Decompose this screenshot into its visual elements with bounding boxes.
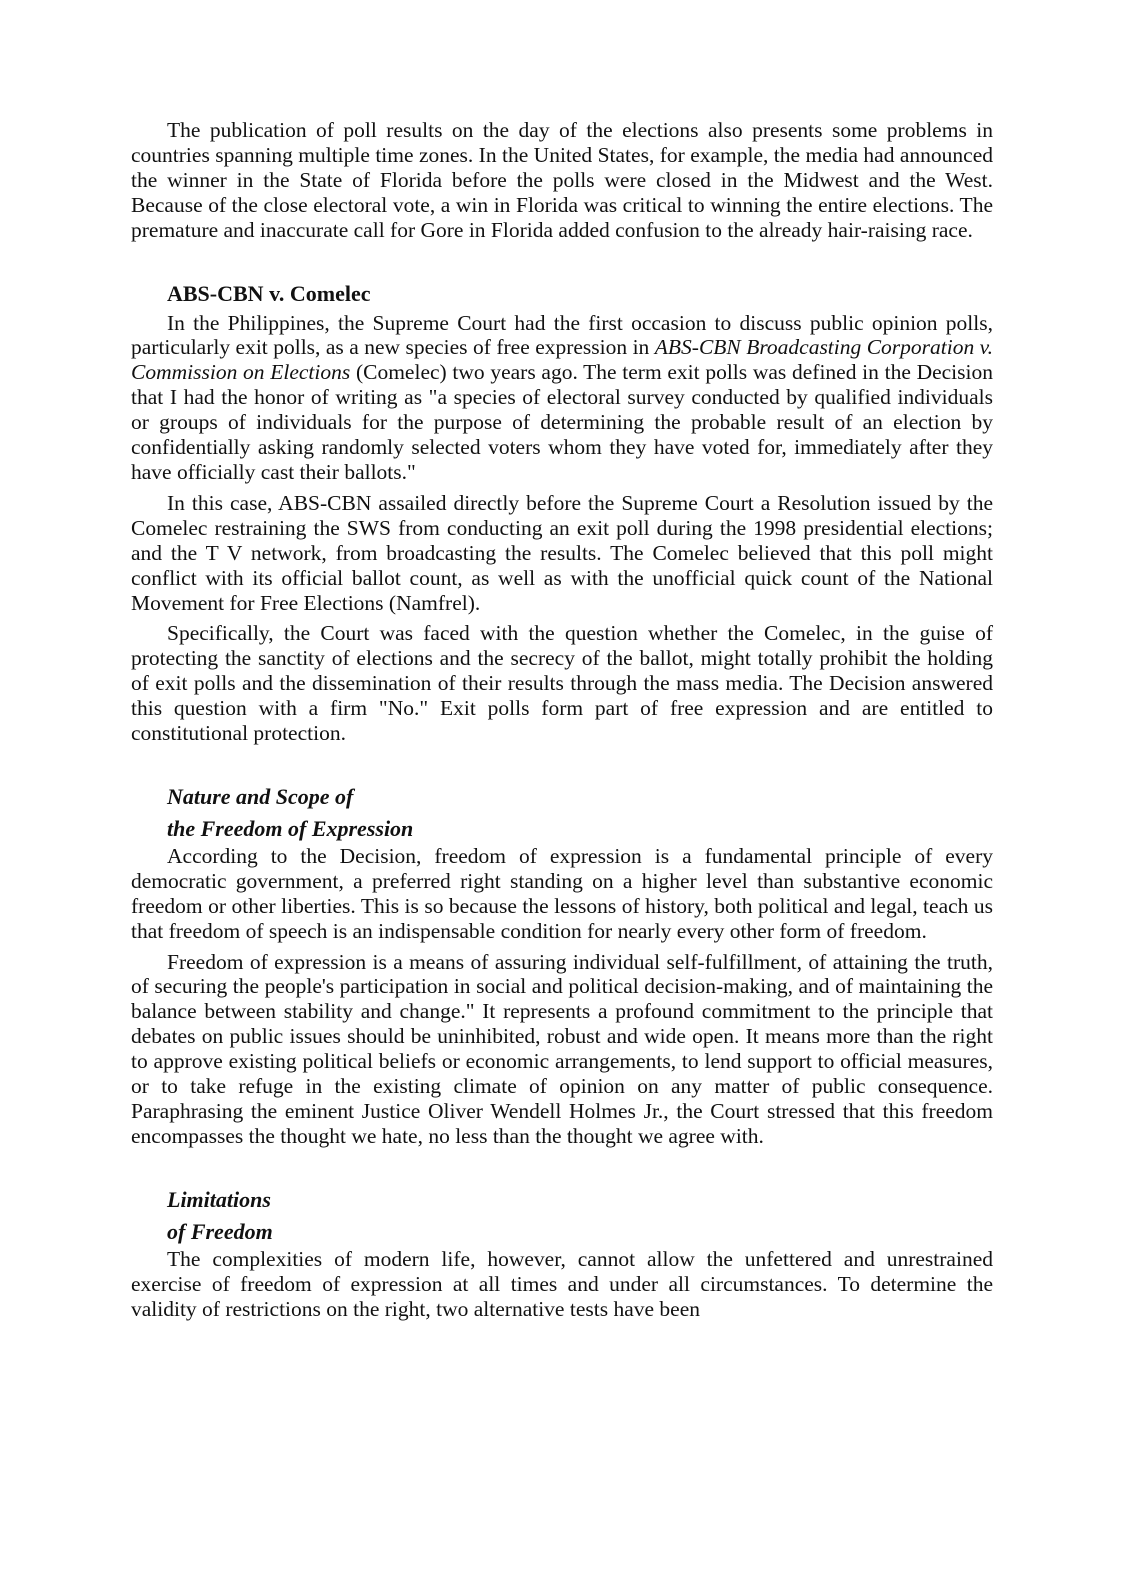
paragraph-text-segment: In the Philippines, the Supreme Court had the first occasion to discuss public opinion polls, particularly exit polls, as a new species of free expression in [131, 310, 993, 360]
paragraph-complexities: The complexities of modern life, however, cannot allow the unfettered and unrestrained exercise of freedom of expression at all times and under all circumstances. To determine the validity of restrictions on the right, two alternative tests have been [131, 1246, 993, 1321]
paragraph-poll-publication: The publication of poll results on the day of the elections also presents some problems in countries spanning multiple time zones. In the United States, for example, the media had announced the winner in the State of Florida before the polls were closed in the Midwest and the West. Because of the close electoral vote, a win in Florida was critical to winning the entire elections. The premature and inaccurate call for Gore in Florida added confusion to the already hair-raising race. [131, 118, 993, 242]
heading-nature-scope-line1: Nature and Scope of [167, 783, 354, 809]
paragraph-exit-polls-definition [131, 311, 993, 485]
heading-nature-scope-line2: the Freedom of Expression [167, 815, 414, 841]
paragraph-case-background: In this case, ABS-CBN assailed directly before the Supreme Court a Resolution issued by the Comelec restraining the SWS from conducting an exit poll during the 1998 presidential elections; and the T V network, from broadcasting the results. The Comelec believed that this poll might conflict with its official ballot count, as well as with the unofficial quick count of the National Movement for Free Elections (Namfrel). [131, 490, 993, 615]
heading-abs-cbn-v-comelec: ABS-CBN v. Comelec [167, 280, 371, 306]
heading-limitations-line1: Limitations [167, 1186, 271, 1212]
heading-limitations-line2: of Freedom [167, 1218, 273, 1244]
case-name-italic: ABS-CBN Broadcasting Corporation v. Commission on Elections [131, 335, 993, 385]
paragraph-court-question: Specifically, the Court was faced with the question whether the Comelec, in the guise of protecting the sanctity of elections and the secrecy of the ballot, might totally prohibit the holding of exit polls and the dissemination of their results through the mass media. The Decision answered this question with a firm "No." Exit polls form part of free expression and are entitled to constitutional protection. [131, 621, 993, 746]
paragraph-self-fulfillment: Freedom of expression is a means of assuring individual self-fulfillment, of attaining the truth, of securing the people's participation in social and political decision-making, and of maintaining the balance between stability and change." It represents a profound commitment to the principle that debates on public issues should be uninhibited, robust and wide open. It means more than the right to approve existing political beliefs or economic arrangements, to lend support to official measures, or to take refuge in the existing climate of opinion on any matter of public consequence. Paraphrasing the eminent Justice Oliver Wendell Holmes Jr., the Court stressed that this freedom encompasses the thought we hate, no less than the thought we agree with. [131, 949, 993, 1148]
paragraph-text-segment: (Comelec) two years ago. The term exit polls was defined in the Decision that I had the honor of writing as "a species of electoral survey conducted by qualified individuals or groups of individuals for the purpose of determining the probable result of an election by confidentially asking randomly selected voters whom they have voted for, immediately after they have officially cast their ballots." [131, 360, 993, 484]
paragraph-fundamental-principle: According to the Decision, freedom of expression is a fundamental principle of every democratic government, a preferred right standing on a higher level than substantive economic freedom or other liberties. This is so because the lessons of history, both political and legal, teach us that freedom of speech is an indispensable condition for nearly every other form of freedom. [131, 843, 993, 943]
document-page [131, 118, 993, 1322]
